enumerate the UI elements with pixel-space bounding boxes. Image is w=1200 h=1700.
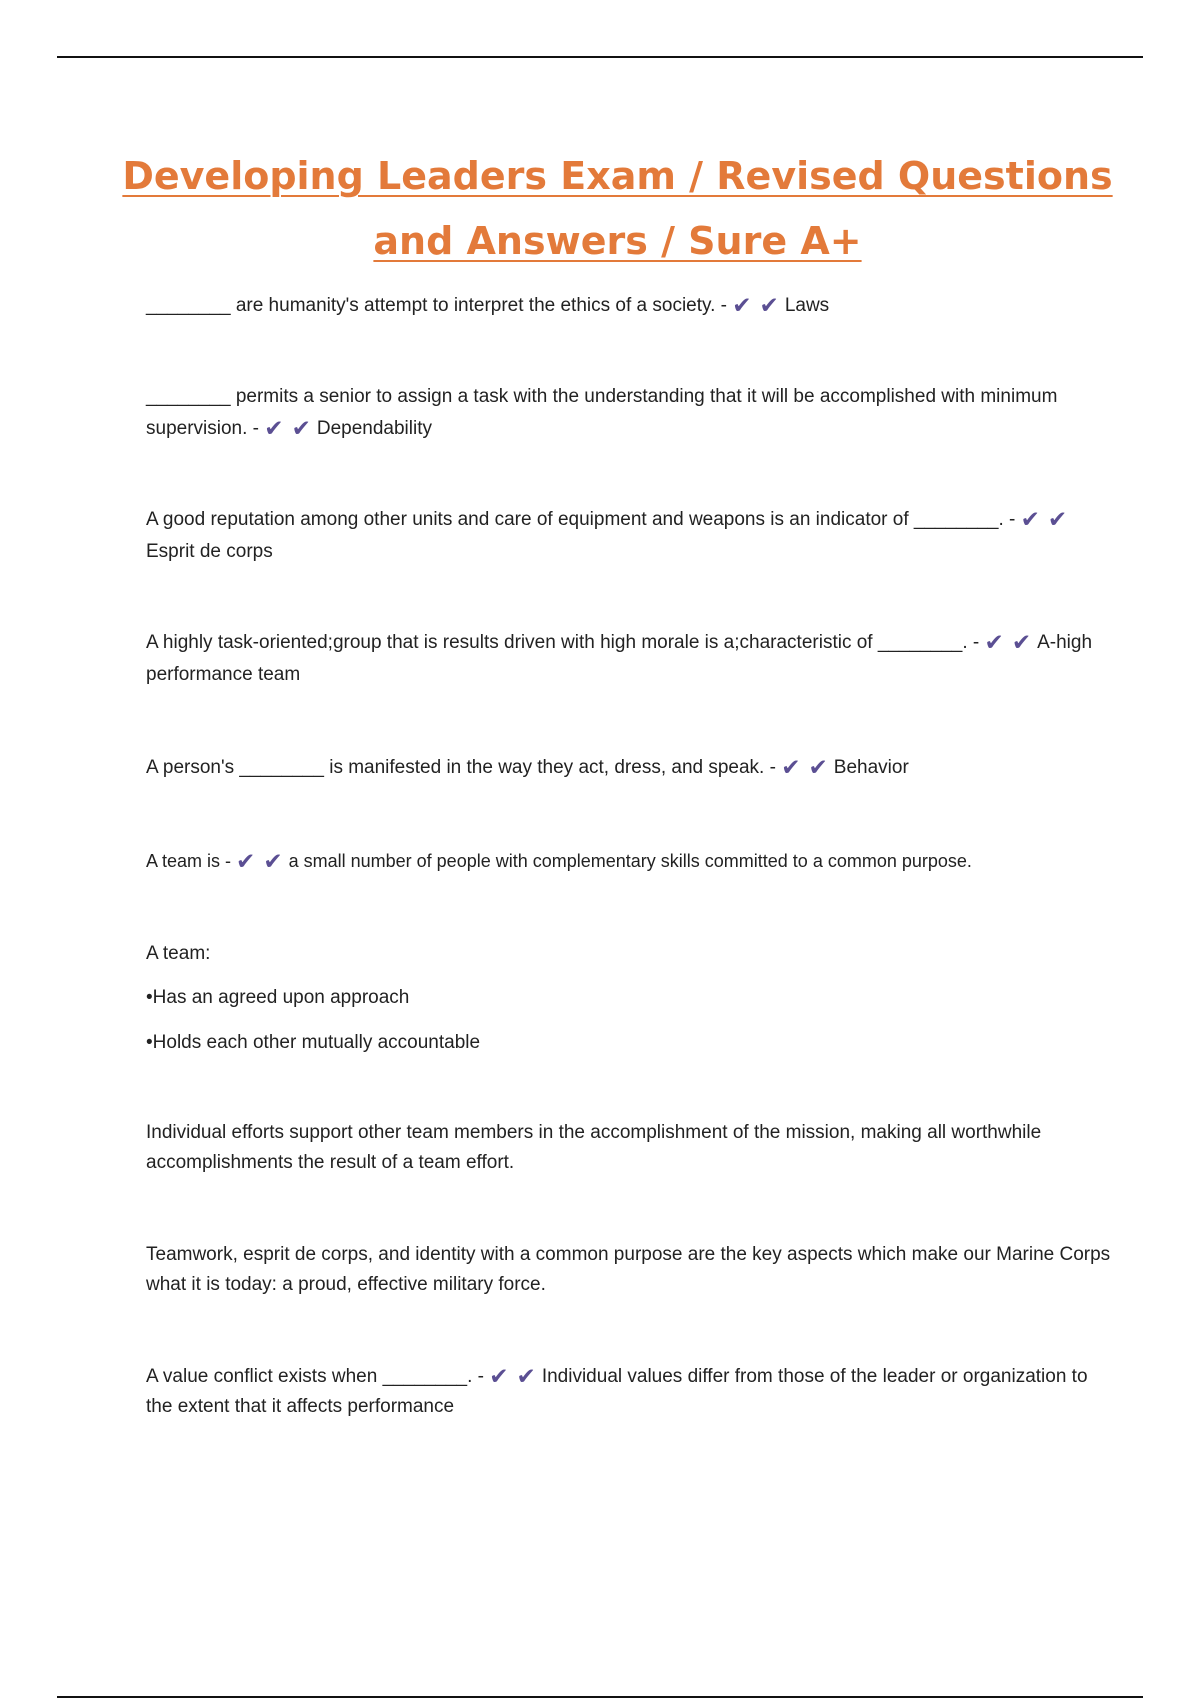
team-bullet-accountable: •Holds each other mutually accountable <box>146 1032 481 1053</box>
qa-item-team-definition <box>146 845 1146 877</box>
title-line-2: and Answers / Sure A+ <box>373 219 862 263</box>
qa-item-dependability <box>146 381 1116 445</box>
team-bullet-approach: •Has an agreed upon approach <box>146 987 410 1008</box>
question-text: A person's ________ is manifested in the way they act, dress, and speak. - <box>146 757 776 778</box>
question-text: ________ are humanity's attempt to interpret the ethics of a society. - <box>146 295 727 316</box>
check-icon: ✔ <box>984 630 1004 656</box>
qa-item-laws <box>146 290 1116 322</box>
question-text: A team is - <box>146 851 232 871</box>
page-title <box>100 144 1135 274</box>
answer-text: Esprit de corps <box>146 541 273 562</box>
question-text: A highly task-oriented;group that is results driven with high morale is a;characteristic of ________. - <box>146 632 980 653</box>
check-icon: ✔ <box>781 755 801 781</box>
answer-text: Behavior <box>833 757 909 778</box>
check-icon: ✔ <box>263 849 283 875</box>
top-rule <box>57 56 1143 58</box>
team-effort-paragraph: Individual efforts support other team members in the accomplishment of the mission, making all worthwhile accomplishments the result of a team effort. <box>146 1122 1042 1173</box>
answer-text: Laws <box>784 295 830 316</box>
check-icon: ✔ <box>264 416 284 442</box>
answer-text: Individual values differ from those of the leader or organization to the extent that it affects performance <box>146 1366 1088 1417</box>
check-icon: ✔ <box>732 293 752 319</box>
answer-text: a small number of people with complementary skills committed to a common purpose. <box>288 851 972 871</box>
check-icon: ✔ <box>516 1364 536 1390</box>
check-icon: ✔ <box>808 755 828 781</box>
marine-corps-paragraph: Teamwork, esprit de corps, and identity with a common purpose are the key aspects which make our Marine Corps what it is today: a proud, effective military force. <box>146 1244 1111 1295</box>
answer-text: Dependability <box>316 418 432 439</box>
check-icon: ✔ <box>759 293 779 319</box>
qa-item-behavior <box>146 752 1116 784</box>
bottom-rule <box>57 1696 1143 1698</box>
question-text: A good reputation among other units and care of equipment and weapons is an indicator of ________. - <box>146 509 1016 530</box>
check-icon: ✔ <box>1020 507 1040 533</box>
team-heading: A team: <box>146 943 211 964</box>
title-line-1: Developing Leaders Exam / Revised Questions <box>122 154 1113 198</box>
qa-item-high-performance-team <box>146 627 1116 691</box>
check-icon: ✔ <box>489 1364 509 1390</box>
check-icon: ✔ <box>1011 630 1032 656</box>
question-text: A value conflict exists when ________. - <box>146 1366 484 1387</box>
question-text: ________ permits a senior to assign a task with the understanding that it will be accomplished with minimum supervision. - <box>146 386 1058 439</box>
qa-item-value-conflict <box>146 1362 1116 1422</box>
check-icon: ✔ <box>291 416 311 442</box>
answer-text: A-high performance team <box>146 632 1093 685</box>
qa-item-esprit-de-corps <box>146 504 1116 568</box>
check-icon: ✔ <box>1047 507 1068 533</box>
check-icon: ✔ <box>236 849 256 875</box>
